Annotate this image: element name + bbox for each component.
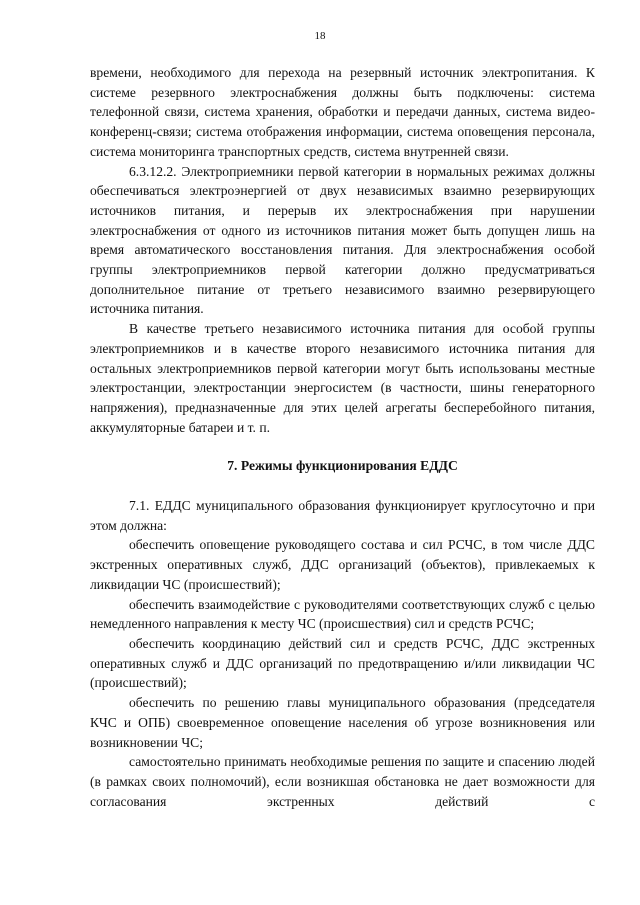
document-body (90, 63, 595, 811)
paragraph: времени, необходимого для перехода на резервный источник электропитания. К системе резервного электроснабжения должны быть подключены: система телефонной связи, система хранения, обработки и передачи данных, система видео-конференц-связи; система отображения информации, система оповещения персонала, система мониторинга транспортных средств, система внутренней связи. (90, 65, 595, 159)
list-item: самостоятельно принимать необходимые решения по защите и спасению людей (в рамках своих полномочий), если возникшая обстановка не дает возможности для согласования экстренных действий с (90, 754, 595, 809)
paragraph: 6.3.12.2. Электроприемники первой категории в нормальных режимах должны обеспечиваться электроэнергией от двух независимых взаимно резервирующих источников питания, и перерыв их электроснабжения при нарушении электроснабжения от одного из источников питания может быть допущен лишь на время автоматического восстановления питания. Для электроснабжения особой группы электроприемников первой категории должно предусматриваться дополнительное питание от третьего независимого взаимно резервирующего источника питания. (90, 163, 595, 317)
paragraph: 7.1. ЕДДС муниципального образования функционирует круглосуточно и при этом должна: (90, 498, 595, 533)
paragraph: В качестве третьего независимого источника питания для особой группы электроприемников и в качестве второго независимого источника питания для остальных электроприемников первой категории могут быть использованы местные электростанции, электростанции энергосистем (в частности, шины генераторного напряжения), предназначенные для этих целей агрегаты бесперебойного питания, аккумуляторные батареи и т. п. (90, 321, 595, 435)
page-number: 18 (314, 30, 326, 42)
section-heading: 7. Режимы функционирования ЕДДС (227, 458, 458, 474)
list-item: обеспечить взаимодействие с руководителями соответствующих служб с целью немедленного направления к месту ЧС (происшествия) сил и средств РСЧС; (90, 596, 595, 632)
list-item: обеспечить координацию действий сил и средств РСЧС, ДДС экстренных оперативных служб и ДДС организаций по предотвращению и/или ликвидации ЧС (происшествий); (90, 635, 595, 691)
list-item: обеспечить оповещение руководящего состава и сил РСЧС, в том числе ДДС экстренных оперативных служб, ДДС организаций (объектов), привлекаемых к ликвидации ЧС (происшествий); (90, 537, 595, 592)
list-item: обеспечить по решению главы муниципального образования (председателя КЧС и ОПБ) своевременное оповещение населения об угрозе возникновения или возникновении ЧС; (90, 695, 595, 750)
